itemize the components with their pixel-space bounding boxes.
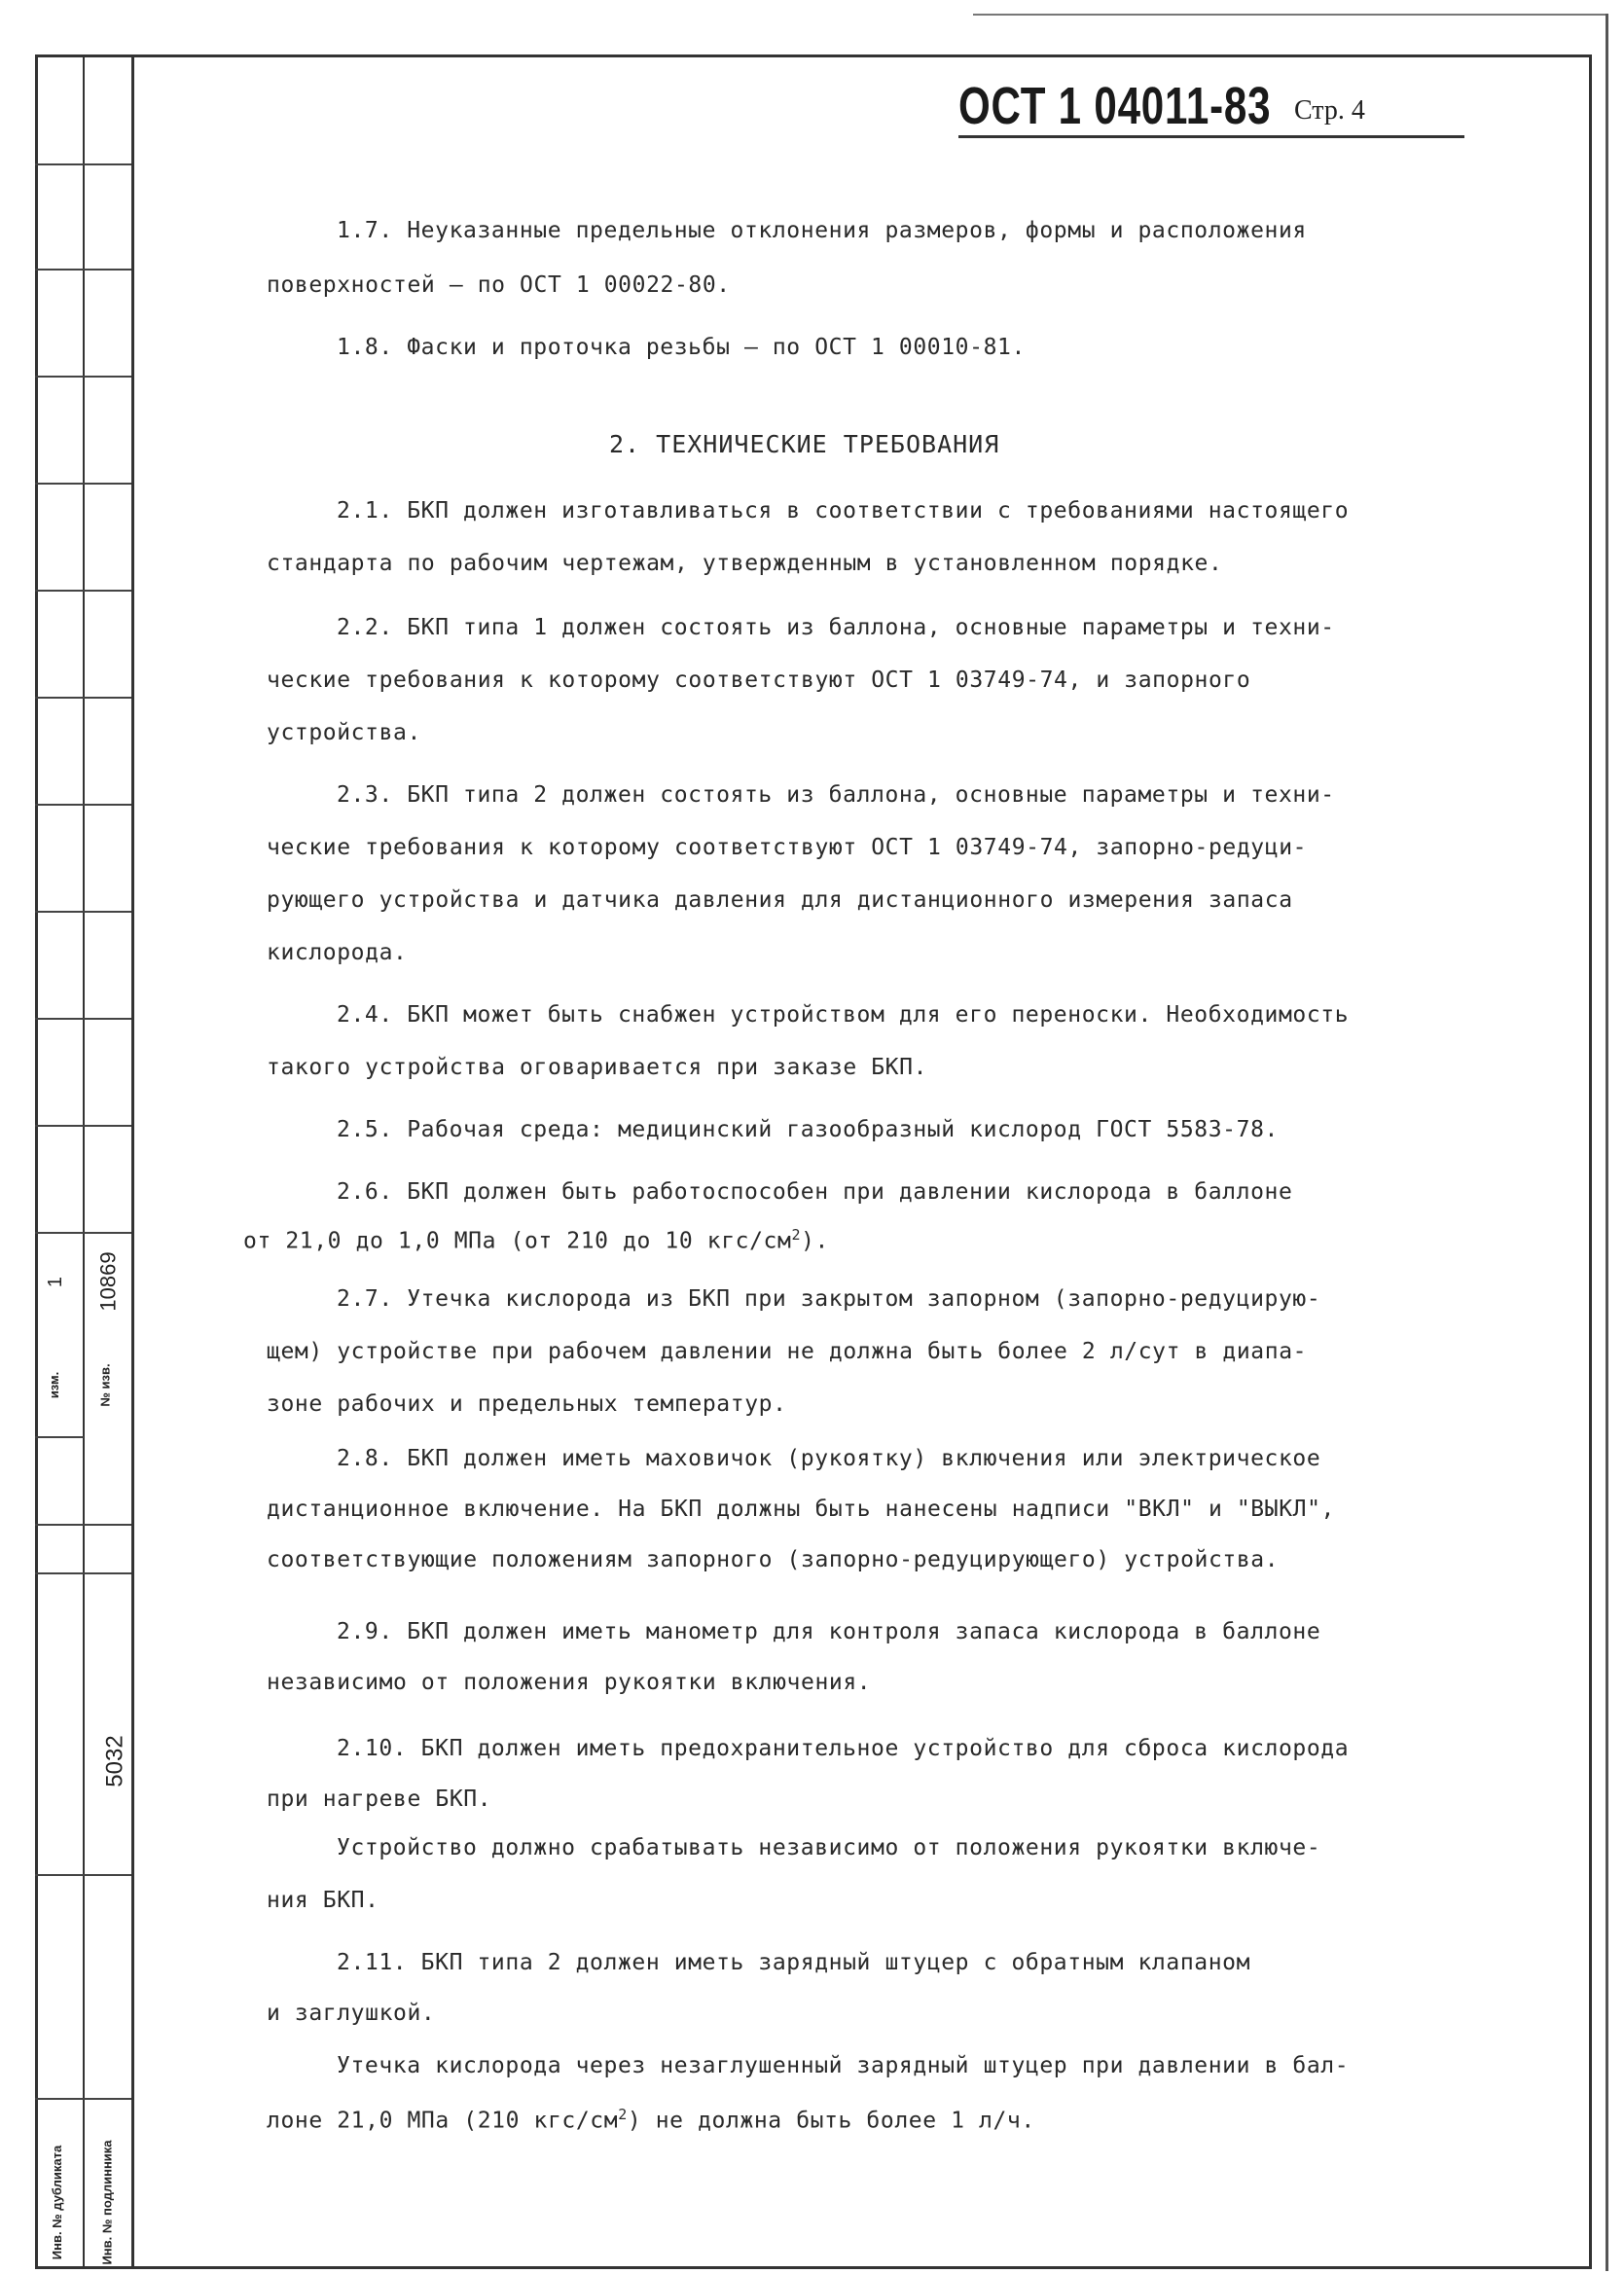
text-line: устройства. (267, 720, 421, 745)
strip-rule (35, 1018, 131, 1020)
text-line: ческие требования к которому соответствуют ОСТ 1 03749-74, запорно-редуци- (267, 835, 1308, 860)
strip-rule (35, 1232, 131, 1234)
strip-rule (35, 2098, 131, 2100)
text-line: Утечка кислорода через незаглушенный зарядный штуцер при давлении в бал- (337, 2053, 1350, 2078)
text-line: такого устройства оговаривается при заказе БКП. (267, 1055, 928, 1080)
text-line: рующего устройства и датчика давления для дистанционного измерения запаса (267, 887, 1293, 913)
text-line: независимо от положения рукоятки включения. (267, 1670, 872, 1695)
outer-frame-top (973, 14, 1607, 16)
text-line: 1.8. Фаски и проточка резьбы – по ОСТ 1 00010-81. (337, 335, 1026, 360)
text-line: 2.2. БКП типа 1 должен состоять из баллона, основные параметры и техни- (337, 615, 1335, 640)
text-line: 2.3. БКП типа 2 должен состоять из баллона, основные параметры и техни- (337, 782, 1335, 808)
strip-rule (35, 1572, 131, 1574)
text-line: 2.7. Утечка кислорода из БКП при закрытом запорном (запорно-редуцирую- (337, 1286, 1321, 1312)
text-line: зоне рабочих и предельных температур. (267, 1391, 787, 1417)
outer-frame-right (1606, 14, 1608, 2271)
strip-rule (35, 911, 131, 913)
text-line: Устройство должно срабатывать независимо от положения рукоятки включе- (337, 1835, 1321, 1860)
superscript: 2 (791, 1226, 802, 1244)
izv-label: № изв. (97, 1363, 113, 1407)
strip-rule (35, 590, 131, 592)
strip-rule (35, 1125, 131, 1127)
text-line: 1.7. Неуказанные предельные отклонения размеров, формы и расположения (337, 218, 1307, 243)
text-line: 2.5. Рабочая среда: медицинский газообразный кислород ГОСТ 5583-78. (337, 1117, 1279, 1142)
strip-rule (35, 697, 131, 699)
header-underline (958, 135, 1464, 138)
text-line: 2.10. БКП должен иметь предохранительное устройство для сброса кислорода (337, 1736, 1350, 1761)
izm-label: изм. (47, 1371, 62, 1399)
strip-rule (35, 1874, 131, 1876)
strip-rule (35, 483, 131, 485)
document-code: ОСТ 1 04011-83 (958, 77, 1272, 135)
page-frame (35, 54, 1592, 2269)
text-line: 2.8. БКП должен иметь маховичок (рукоятку) включения или электрическое (337, 1446, 1321, 1471)
strip-rule (35, 163, 131, 165)
inv-podl-value: 5032 (101, 1735, 128, 1787)
text-line: 2.11. БКП типа 2 должен иметь зарядный штуцер с обратным клапаном (337, 1950, 1251, 1975)
text-line: 2.4. БКП может быть снабжен устройством для его переноски. Необходимость (337, 1002, 1350, 1028)
strip-rule (35, 1524, 131, 1526)
strip-divider (83, 54, 85, 2269)
strip-rule (35, 804, 131, 806)
text-line (243, 1226, 829, 1254)
text-line: ния БКП. (267, 1888, 379, 1913)
text-line (267, 2106, 1035, 2134)
izv-value: 10869 (95, 1251, 121, 1312)
strip-rule (35, 1436, 84, 1438)
inv-podl-label: Инв. № подлинника (99, 2140, 115, 2265)
inv-dubl-label: Инв. № дубликата (50, 2145, 65, 2260)
text-line: при нагреве БКП. (267, 1787, 492, 1812)
strip-rule (35, 376, 131, 378)
strip-rule (35, 269, 131, 271)
text-line: соответствующие положениям запорного (запорно-редуцирующего) устройства. (267, 1547, 1280, 1572)
text-line: поверхностей – по ОСТ 1 00022-80. (267, 272, 731, 298)
text-line-part: от 21,0 до 1,0 МПа (от 210 до 10 кгс/см (243, 1228, 792, 1254)
text-line: дистанционное включение. На БКП должны быть нанесены надписи "ВКЛ" и "ВЫКЛ", (267, 1497, 1335, 1522)
page-number: Стр. 4 (1294, 95, 1365, 126)
text-line: стандарта по рабочим чертежам, утвержденным в установленном порядке. (267, 551, 1223, 576)
text-line: 2.9. БКП должен иметь манометр для контроля запаса кислорода в баллоне (337, 1619, 1321, 1644)
superscript: 2 (618, 2106, 628, 2123)
text-line: 2.6. БКП должен быть работоспособен при давлении кислорода в баллоне (337, 1179, 1293, 1205)
text-line: щем) устройстве при рабочем давлении не должна быть более 2 л/сут в диапа- (267, 1339, 1308, 1364)
text-line-part: лоне 21,0 МПа (210 кгс/см (267, 2108, 619, 2134)
side-strip (35, 54, 134, 2269)
text-line: 2.1. БКП должен изготавливаться в соответствии с требованиями настоящего (337, 498, 1350, 523)
text-line-part: ). (801, 1228, 829, 1254)
text-line: кислорода. (267, 940, 408, 965)
text-line: ческие требования к которому соответствуют ОСТ 1 03749-74, и запорного (267, 668, 1251, 693)
section-heading: 2. ТЕХНИЧЕСКИЕ ТРЕБОВАНИЯ (609, 430, 1000, 458)
text-line-part: ) не должна быть более 1 л/ч. (627, 2108, 1035, 2134)
text-line: и заглушкой. (267, 2001, 436, 2026)
izm-value: 1 (45, 1276, 67, 1288)
